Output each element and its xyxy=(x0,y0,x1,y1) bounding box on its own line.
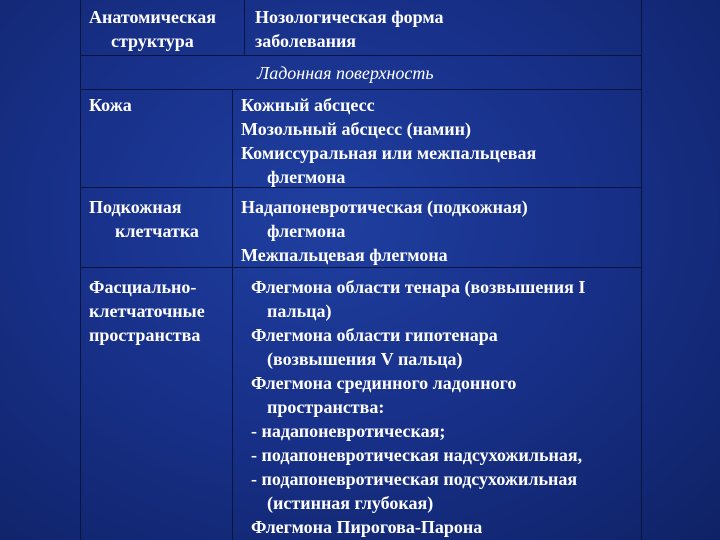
table-row xyxy=(81,90,641,188)
forms-cell xyxy=(233,90,641,187)
header-form-line-2: заболевания xyxy=(255,31,357,51)
form-line: Комиссуральная или межпальцевая xyxy=(241,143,537,163)
form-line: - подапоневротическая надсухожильная, xyxy=(251,445,583,465)
section-title: Ладонная поверхность xyxy=(257,63,434,83)
form-line: - подапоневротическая подсухожильная xyxy=(251,469,578,489)
form-line: Межпальцевая флегмона xyxy=(241,245,448,265)
table-row xyxy=(81,188,641,268)
structure-text: пространства xyxy=(89,325,201,345)
form-line: флегмона xyxy=(267,221,346,241)
structure-text: клетчатка xyxy=(115,221,199,241)
form-line: Мозольный абсцесс (намин) xyxy=(241,119,471,139)
header-cell-structure xyxy=(81,0,245,56)
header-form-line-1: Нозологическая форма xyxy=(255,7,444,27)
form-line: Флегмона области гипотенара xyxy=(251,325,498,345)
form-line: флегмона xyxy=(267,167,346,187)
header-structure-line-2: структура xyxy=(111,31,194,51)
form-line: (возвышения V пальца) xyxy=(267,349,463,369)
form-line: Кожный абсцесс xyxy=(241,95,375,115)
table-header-row xyxy=(81,0,641,56)
structure-cell xyxy=(81,268,233,540)
structure-text: Кожа xyxy=(89,95,132,115)
form-line: Флегмона срединного ладонного xyxy=(251,373,517,393)
disease-table xyxy=(80,0,642,540)
forms-cell xyxy=(233,188,641,267)
structure-text: клетчаточные xyxy=(89,301,205,321)
header-cell-form xyxy=(245,0,641,56)
form-line: пространства: xyxy=(267,397,385,417)
forms-cell xyxy=(233,268,641,540)
structure-cell xyxy=(81,188,233,267)
form-line: Надапоневротическая (подкожная) xyxy=(241,197,528,217)
form-line: (истинная глубокая) xyxy=(267,493,434,513)
section-title-row xyxy=(81,56,641,90)
form-line: - надапоневротическая; xyxy=(251,421,446,441)
header-structure-line-1: Анатомическая xyxy=(89,7,216,27)
form-line: Флегмона области тенара (возвышения I xyxy=(251,277,586,297)
structure-cell xyxy=(81,90,233,187)
structure-text: Подкожная xyxy=(89,197,182,217)
structure-text: Фасциально- xyxy=(89,277,197,297)
form-line: пальца) xyxy=(267,301,332,321)
form-line: Флегмона Пирогова-Парона xyxy=(251,517,483,537)
table-row xyxy=(81,268,641,540)
